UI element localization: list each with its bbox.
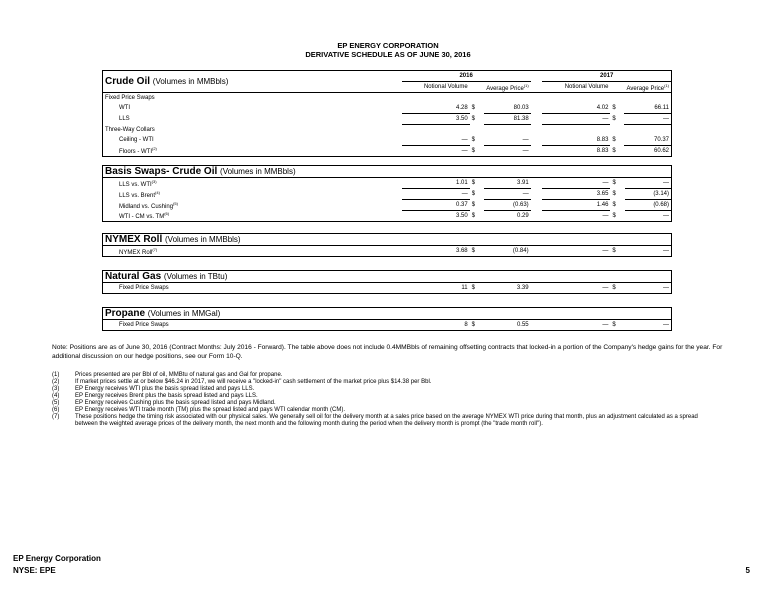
footer-company: EP Energy Corporation (13, 554, 101, 563)
gas-title: Natural Gas (Volumes in TBtu) (103, 271, 672, 283)
nymex-title: NYMEX Roll (Volumes in MMBbls) (103, 234, 672, 246)
collars-label: Three-Way Collars (105, 126, 155, 133)
year-2017: 2017 (542, 71, 671, 82)
table-row: WTI - CM vs. TM$^{(6)}$ 3.50 $ 0.29 — $ — (103, 211, 672, 222)
col-notional-2016: Notional Volume (402, 82, 470, 93)
table-row: Fixed Price Swaps 8 $ 0.55 — $ — (103, 320, 672, 331)
table-row: LLS 3.50 $ 81.38 — $ — (103, 114, 672, 125)
table-row: Floors - WTI$^{(2)}$ — $ — 8.83 $ 60.62 (103, 146, 672, 157)
natural-gas-table (102, 270, 672, 294)
table-row: WTI 4.28 $ 80.03 4.02 $ 66.11 (103, 103, 672, 114)
table-row: LLS vs. Brent$^{(4)}$ — $ — 3.65 $ (3.14) (103, 189, 672, 200)
schedule-subtitle: DERIVATIVE SCHEDULE AS OF JUNE 30, 2016 (305, 50, 471, 59)
table-row: Ceiling - WTI — $ — 8.83 $ 70.37 (103, 135, 672, 146)
table-row: LLS vs. WTI$^{(3)}$ 1.01 $ 3.91 — $ — (103, 178, 672, 189)
basis-title: Basis Swaps- Crude Oil (Volumes in MMBbls) (103, 166, 672, 178)
fixed-price-label: Fixed Price Swaps (105, 95, 155, 101)
company-heading: EP ENERGY CORPORATION (337, 41, 439, 50)
crude-title: Crude Oil (Volumes in MMBbls) (103, 71, 402, 93)
footnote-item: (3) EP Energy receives WTI plus the basis spread listed and pays LLS. (52, 386, 255, 392)
footnote-item: (4) EP Energy receives Brent plus the basis spread listed and pays LLS. (52, 393, 258, 399)
col-avg-2017: Average Price$^{(1)}$ (610, 82, 671, 93)
table-row: NYMEX Roll$^{(7)}$ 3.68 $ (0.84) — $ — (103, 246, 672, 257)
footnote-item: (1) Prices presented are per Bbl of oil, MMBtu of natural gas and Gal for propane. (52, 372, 283, 378)
positions-note: Note: Positions are as of June 30, 2016 (Contract Months: July 2016 - Forward). The table above does not include 0.4MMBbls of remaining offsetting contracts that locked-in a portion of the Company's hedge gains for the year. For additional discussion on our hedge positions, see our Form 10-Q. (52, 344, 723, 360)
footnote-item: (7) These positions hedge the timing risk associated with our physical sales. We generally sell oil for the delivery month at a sales price based on the average NYMEX WTI price during that month, plus an adjustment calculated as a spread between the weighted average prices of the delivery month, the next month and the following month during the period when the delivery month is prompt (the "trade month roll"). (52, 414, 698, 427)
footnote-item: (6) EP Energy receives WTI trade month (TM) plus the spread listed and pays WTI calendar month (CM). (52, 407, 345, 413)
basis-swaps-table (102, 165, 672, 222)
table-row: Fixed Price Swaps 11 $ 3.39 — $ — (103, 283, 672, 294)
table-row: Midland vs. Cushing$^{(5)}$ 0.37 $ (0.63) 1.46 $ (0.68) (103, 200, 672, 211)
nymex-roll-table (102, 233, 672, 257)
col-notional-2017: Notional Volume (542, 82, 610, 93)
year-2016: 2016 (402, 71, 531, 82)
footer-ticker: NYSE: EPE (13, 566, 56, 575)
footnote-item: (2) If market prices settle at or below $46.24 in 2017, we will receive a "locked-in" cash settlement of the market price plus $14.38 per Bbl. (52, 379, 432, 385)
page-number: 5 (745, 566, 750, 575)
crude-oil-table (102, 70, 672, 157)
propane-title: Propane (Volumes in MMGal) (103, 308, 672, 320)
propane-table (102, 307, 672, 331)
footnote-item: (5) EP Energy receives Cushing plus the basis spread listed and pays Midland. (52, 400, 276, 406)
col-avg-2016: Average Price$^{(1)}$ (470, 82, 531, 93)
footnotes (52, 372, 742, 428)
